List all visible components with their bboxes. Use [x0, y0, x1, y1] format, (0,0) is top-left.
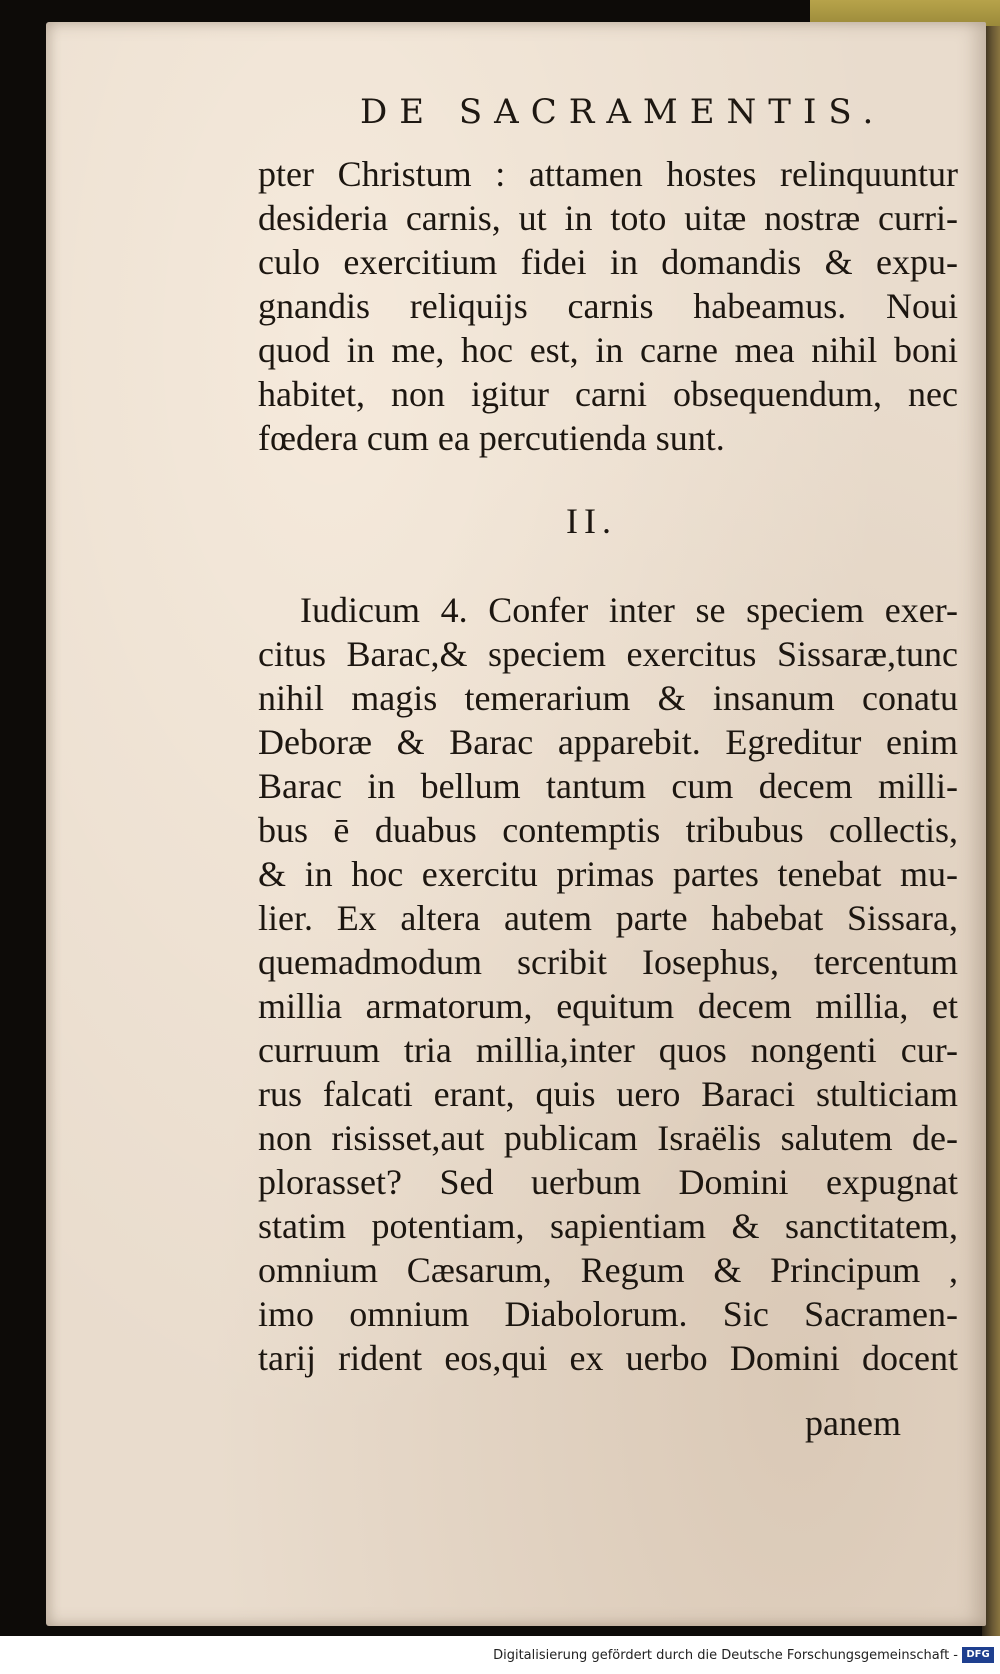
funding-credit: Digitalisierung gefördert durch die Deutsche Forschungsgemeinschaft - — [493, 1648, 958, 1663]
text-line: fœdera cum ea percutienda sunt. — [258, 418, 725, 458]
footer-bar — [0, 1636, 1000, 1674]
text-line: & in hoc exercitu primas partes tenebat mu- — [258, 854, 958, 894]
catchword: panem — [805, 1403, 901, 1443]
text-line: nihil magis temerarium & insanum conatu — [258, 678, 958, 718]
text-line: pter Christum : attamen hostes relinquuntur — [258, 154, 958, 194]
section-number: II. — [566, 501, 617, 541]
text-line: habitet, non igitur carni obsequendum, nec — [258, 374, 958, 414]
text-line: non risisset,aut publicam Israëlis salutem de- — [258, 1118, 958, 1158]
paragraph-1 — [258, 152, 958, 460]
text-line: statim potentiam, sapientiam & sanctitatem, — [258, 1206, 958, 1246]
text-line: tarij rident eos,qui ex uerbo Domini docent — [258, 1338, 958, 1378]
text-line: citus Barac,& speciem exercitus Sissaræ,tunc — [258, 634, 958, 674]
paragraph-2 — [258, 588, 958, 1380]
text-line: imo omnium Diabolorum. Sic Sacramen- — [258, 1294, 958, 1334]
text-line: omnium Cæsarum, Regum & Principum , — [258, 1250, 958, 1290]
text-line: Iudicum 4. Confer inter se speciem exer- — [300, 590, 958, 630]
dfg-logo: DFG — [962, 1647, 994, 1663]
text-line: rus falcati erant, quis uero Baraci stulticiam — [258, 1074, 958, 1114]
text-line: gnandis reliquijs carnis habeamus. Noui — [258, 286, 958, 326]
text-line: desideria carnis, ut in toto uitæ nostræ curri- — [258, 198, 958, 238]
text-line: Barac in bellum tantum cum decem milli- — [258, 766, 958, 806]
text-line: quod in me, hoc est, in carne mea nihil boni — [258, 330, 958, 370]
text-line: culo exercitium fidei in domandis & expu- — [258, 242, 958, 282]
running-head: DE SACRAMENTIS. — [360, 92, 886, 132]
text-line: curruum tria millia,inter quos nongenti cur- — [258, 1030, 958, 1070]
text-line: quemadmodum scribit Iosephus, tercentum — [258, 942, 958, 982]
text-line: plorasset? Sed uerbum Domini expugnat — [258, 1162, 958, 1202]
text-line: lier. Ex altera autem parte habebat Sissara, — [258, 898, 958, 938]
text-line: Deboræ & Barac apparebit. Egreditur enim — [258, 722, 958, 762]
text-line: millia armatorum, equitum decem millia, et — [258, 986, 958, 1026]
text-line: bus ē duabus contemptis tribubus collectis, — [258, 810, 958, 850]
